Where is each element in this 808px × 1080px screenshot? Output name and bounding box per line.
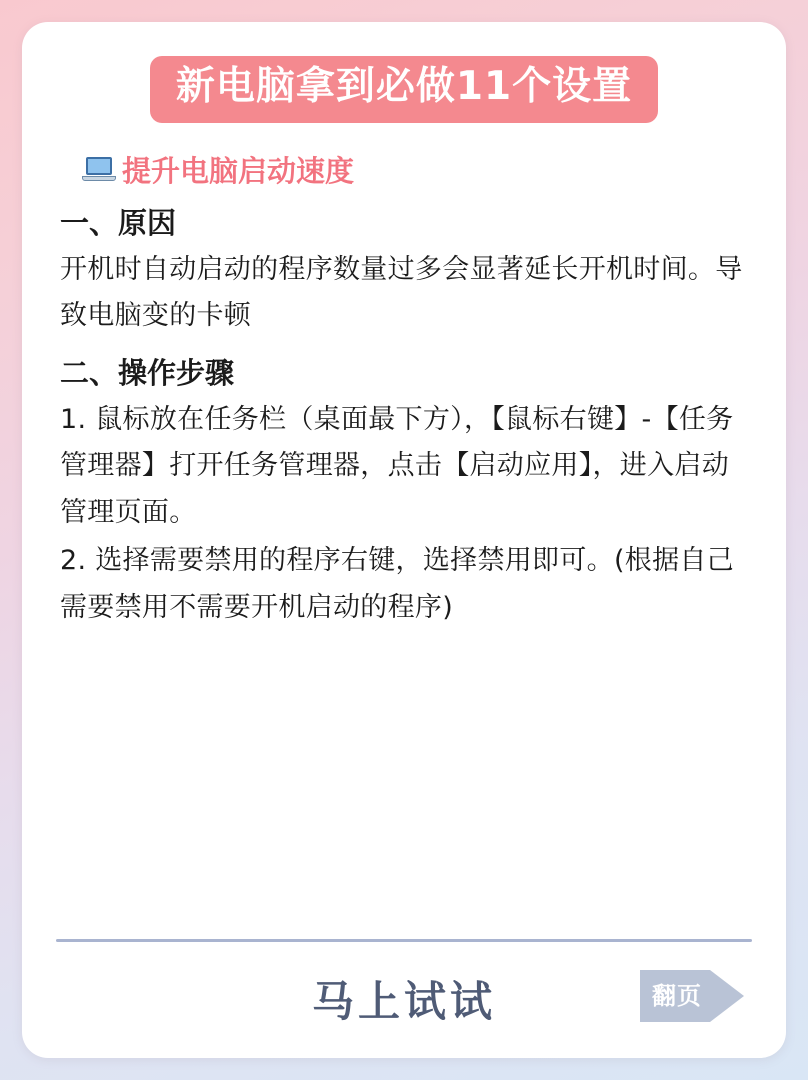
page-title: 新电脑拿到必做11个设置 — [175, 64, 633, 109]
title-banner-wrap — [56, 56, 752, 123]
laptop-base-shape — [82, 176, 116, 181]
next-page-label: 翻页 — [640, 970, 710, 1022]
section-heading-steps: 二、操作步骤 — [60, 355, 235, 390]
laptop-screen-shape — [86, 157, 112, 175]
step-paragraph-1: 1. 鼠标放在任务栏（桌面最下方），【鼠标右键】-【任务管理器】打开任务管理器，点击【启动应用】，进入启动管理页面。 — [60, 404, 734, 528]
cta-text: 马上试试 — [311, 977, 496, 1026]
title-banner — [150, 56, 658, 123]
arrow-right-icon — [710, 970, 744, 1022]
step-paragraph-2: 2. 选择需要禁用的程序右键，选择禁用即可。(根据自己需要禁用不需要开机启动的程序) — [60, 545, 734, 623]
subtitle-row — [82, 149, 752, 190]
next-page-button[interactable] — [640, 970, 744, 1022]
section-paragraph-reason: 开机时自动启动的程序数量过多会显著延长开机时间。导致电脑变的卡顿 — [60, 254, 743, 332]
subtitle: 提升电脑启动速度 — [122, 153, 355, 188]
footer-divider — [56, 939, 752, 942]
section-heading-reason: 一、原因 — [60, 205, 177, 240]
footer-row — [56, 966, 752, 1032]
content-body — [56, 204, 752, 631]
laptop-icon — [82, 155, 116, 183]
poster-card — [22, 22, 786, 1058]
poster-footer — [56, 939, 752, 1032]
